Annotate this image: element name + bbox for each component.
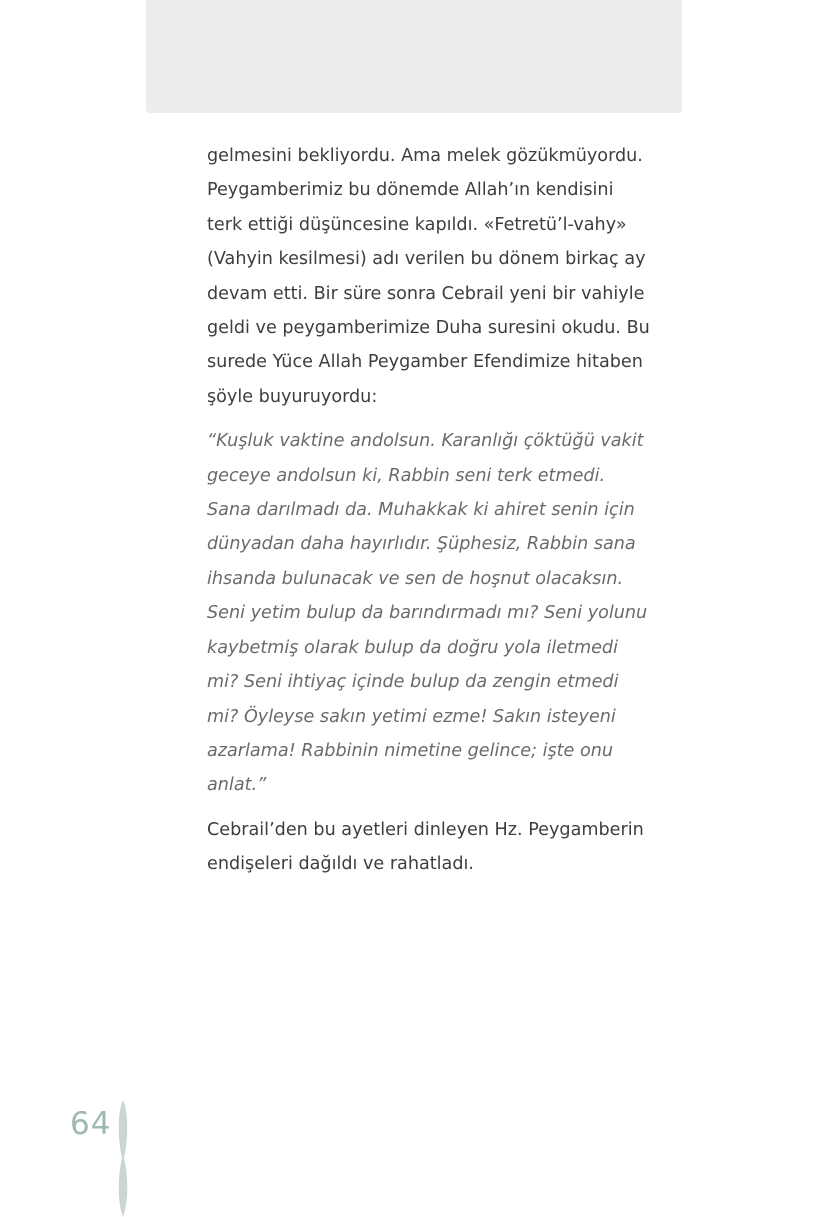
text-line: surede Yüce Allah Peygamber Efendimize hitaben	[207, 352, 643, 373]
quote-line: Seni yetim bulup da barındırmadı mı? Seni yolunu	[207, 603, 648, 624]
page-number: 64	[70, 1106, 112, 1142]
quote-line: dünyadan daha hayırlıdır. Şüphesiz, Rabbin sana	[207, 534, 636, 555]
text-line: terk ettiği düşüncesine kapıldı. «Fetretü’l-vahy»	[207, 214, 627, 235]
body-text	[207, 139, 650, 882]
text-line: devam etti. Bir süre sonra Cebrail yeni bir vahiyle	[207, 283, 645, 304]
quote-line: anlat.”	[207, 775, 267, 796]
text-line: Cebrail’den bu ayetleri dinleyen Hz. Peygamberin	[207, 819, 644, 840]
quote-line: mi? Seni ihtiyaç içinde bulup da zengin etmedi	[207, 672, 619, 693]
quote-line: kaybetmiş olarak bulup da doğru yola iletmedi	[207, 637, 618, 658]
text-line: geldi ve peygamberimize Duha suresini okudu. Bu	[207, 318, 650, 339]
paragraph-quote	[207, 424, 648, 802]
quote-line: mi? Öyleyse sakın yetimi ezme! Sakın isteyeni	[207, 706, 616, 727]
top-image-placeholder	[146, 0, 682, 113]
quote-line: “Kuşluk vaktine andolsun. Karanlığı çöktüğü vakit	[207, 431, 644, 452]
page-ornament-icon	[113, 1100, 133, 1217]
quote-line: geceye andolsun ki, Rabbin seni terk etmedi.	[207, 465, 606, 486]
text-line: (Vahyin kesilmesi) adı verilen bu dönem birkaç ay	[207, 249, 646, 270]
quote-line: azarlama! Rabbinin nimetine gelince; işte onu	[207, 740, 614, 761]
quote-line: ihsanda bulunacak ve sen de hoşnut olacaksın.	[207, 568, 624, 589]
paragraph-closing	[207, 813, 644, 882]
quote-line: Sana darılmadı da. Muhakkak ki ahiret senin için	[207, 500, 635, 521]
paragraph-intro	[207, 139, 650, 414]
text-line: şöyle buyuruyordu:	[207, 386, 378, 407]
text-line: gelmesini bekliyordu. Ama melek gözükmüyordu.	[207, 146, 643, 166]
text-line: Peygamberimiz bu dönemde Allah’ın kendisini	[207, 180, 614, 201]
text-line: endişeleri dağıldı ve rahatladı.	[207, 854, 474, 875]
